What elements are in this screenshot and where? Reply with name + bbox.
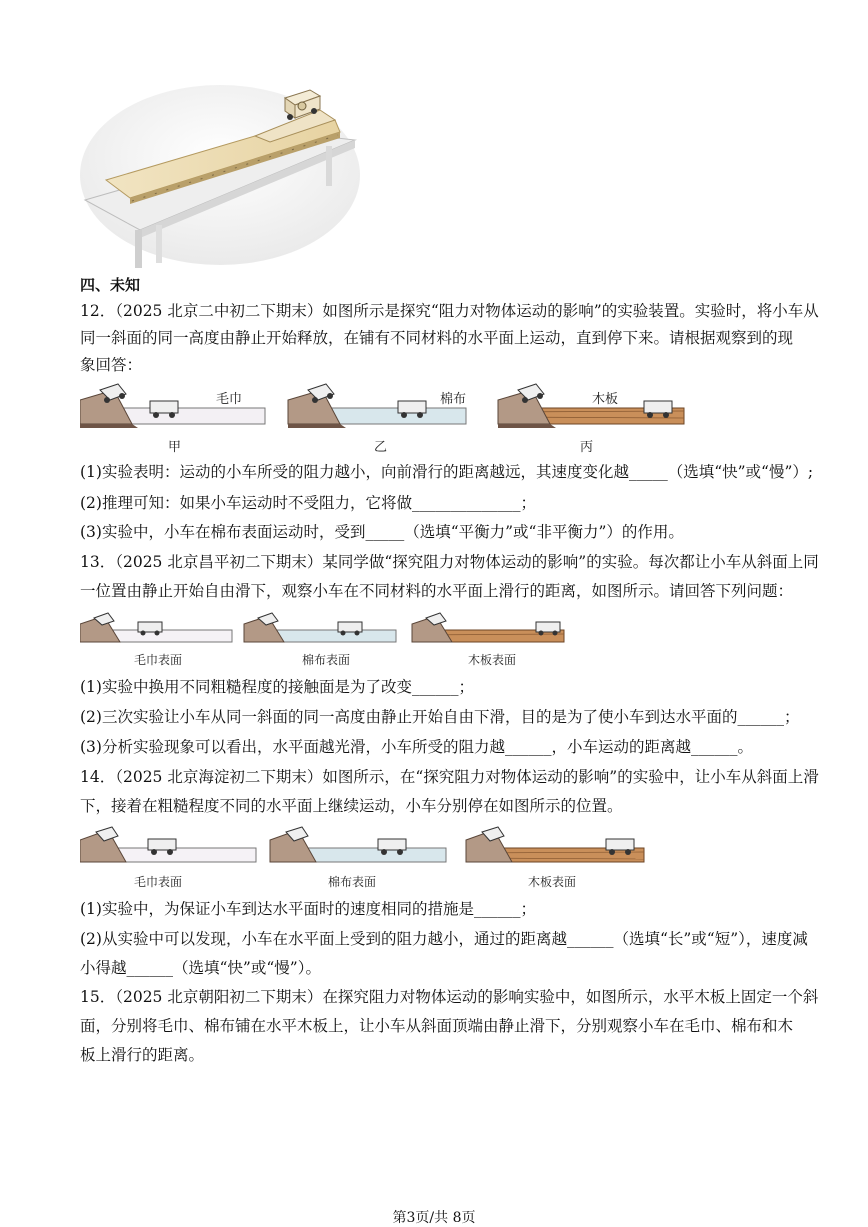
apparatus-illustration [80,80,360,270]
q13-panel-towel [80,613,232,642]
q13-panel-wood [412,613,564,642]
question-12-sub-1: (1)实验表明：运动的小车所受的阻力越小，向前滑行的距离越远，其速度变化越_____（选填“快”或“慢”）; [80,463,814,481]
q13-surface-label-towel: 毛巾表面 [134,653,183,667]
question-13-line-2: 一位置由静止开始自由滑下，观察小车在不同材料的水平面上滑行的距离，如图所示。请回答下列问题： [80,582,794,600]
question-13-sub-3: (3)分析实验现象可以看出，水平面越光滑，小车所受的阻力越______，小车运动的距离越______。 [80,738,753,756]
q12-surface-label-wood: 木板 [592,392,619,407]
q13-surface-label-cotton: 棉布表面 [302,653,351,667]
q13-panel-cotton [244,613,396,642]
question-13-line-1: 13．（2025 北京昌平初二下期末）某同学做“探究阻力对物体运动的影响”的实验。每次都让小车从斜面上同 [80,553,819,571]
q12-panel-label-yi: 乙 [374,440,388,455]
question-12-line-3: 象回答： [80,356,143,374]
question-12-line-2: 同一斜面的同一高度由静止开始释放，在铺有不同材料的水平面上运动，直到停下来。请根据观察到的现 [80,329,794,347]
question-12-sub-2: (2)推理可知：如果小车运动时不受阻力，它将做______________； [80,494,536,512]
question-14-sub-1: (1)实验中，为保证小车到达水平面时的速度相同的措施是______； [80,900,536,918]
q12-panel-label-bing: 丙 [580,440,594,455]
q12-panel-label-jia: 甲 [168,440,182,455]
question-13-sub-1: (1)实验中换用不同粗糙程度的接触面是为了改变______； [80,678,474,696]
question-14-line-2: 下，接着在粗糙程度不同的水平面上继续运动，小车分别停在如图所示的位置。 [80,797,623,815]
question-14-line-1: 14．（2025 北京海淀初二下期末）如图所示，在“探究阻力对物体运动的影响”的实验中，让小车从斜面上滑 [80,768,819,786]
q14-surface-label-wood: 木板表面 [528,875,577,889]
page-footer: 第3页/共 8页 [392,1210,476,1226]
q14-figure [80,826,650,874]
question-12-line-1: 12．（2025 北京二中初二下期末）如图所示是探究“阻力对物体运动的影响”的实验装置。实验时，将小车从 [80,302,819,320]
q13-surface-label-wood: 木板表面 [468,653,517,667]
question-15-line-1: 15．（2025 北京朝阳初二下期末）在探究阻力对物体运动的影响实验中，如图所示，水平木板上固定一个斜 [80,988,819,1006]
q12-surface-label-cotton: 棉布 [440,392,467,407]
q13-figure [80,612,570,652]
q14-panel-wood [466,827,644,862]
section-title: 四、未知 [80,276,141,294]
q12-panel-wood [498,384,684,428]
question-14-sub-2a: (2)从实验中可以发现，小车在水平面上受到的阻力越小，通过的距离越______（选填“长”或“短”），速度减 [80,930,808,948]
question-13-sub-2: (2)三次实验让小车从同一斜面的同一高度由静止开始自由下滑，目的是为了使小车到达水平面的______； [80,708,800,726]
question-15-line-2: 面，分别将毛巾、棉布铺在水平木板上，让小车从斜面顶端由静止滑下，分别观察小车在毛巾、棉布和木 [80,1017,794,1035]
q14-panel-cotton [270,827,446,862]
q14-surface-label-cotton: 棉布表面 [328,875,377,889]
q14-panel-towel [80,827,256,862]
question-15-line-3: 板上滑行的距离。 [80,1046,205,1064]
question-14-sub-2b: 小得越______（选填“快”或“慢”）。 [80,959,321,977]
question-12-sub-3: (3)实验中，小车在棉布表面运动时，受到_____（选填“平衡力”或“非平衡力”）的作用。 [80,523,684,541]
q14-surface-label-towel: 毛巾表面 [134,875,183,889]
q12-surface-label-towel: 毛巾 [216,392,243,407]
